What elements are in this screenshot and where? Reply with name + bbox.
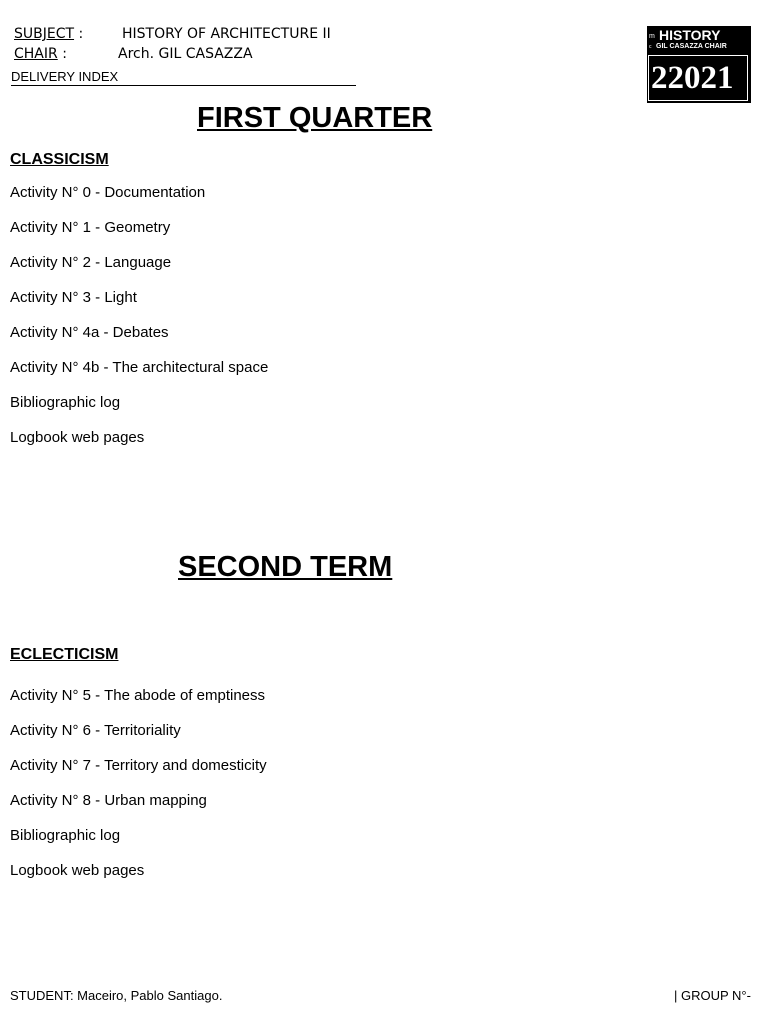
- second-term-title: SECOND TERM: [178, 551, 393, 583]
- list-item: Logbook web pages: [10, 429, 145, 446]
- list-item: Activity N° 1 - Geometry: [10, 219, 171, 236]
- logo-year-box: [648, 55, 748, 101]
- list-item: Activity N° 3 - Light: [10, 289, 137, 306]
- list-item: Activity N° 4b - The architectural space: [10, 359, 269, 376]
- logo-year: 22021: [651, 60, 734, 96]
- subject-value: HISTORY OF ARCHITECTURE II: [122, 26, 331, 42]
- subject-separator: :: [74, 26, 84, 42]
- list-item: Activity N° 7 - Territory and domesticity: [10, 757, 267, 774]
- list-item: Activity N° 4a - Debates: [10, 324, 169, 341]
- logo-small-c: c: [649, 44, 652, 50]
- chair-label: [14, 46, 67, 62]
- student-name: STUDENT: Maceiro, Pablo Santiago.: [10, 988, 223, 1003]
- delivery-index: DELIVERY INDEX: [11, 69, 356, 86]
- list-item: Bibliographic log: [10, 394, 121, 411]
- list-item: Activity N° 0 - Documentation: [10, 184, 206, 201]
- eclecticism-heading: ECLECTICISM: [10, 646, 119, 663]
- logo-small-m: m: [649, 33, 655, 40]
- chair-label-text: CHAIR: [14, 46, 58, 62]
- classicism-heading: CLASSICISM: [10, 151, 109, 168]
- list-item: Activity N° 5 - The abode of emptiness: [10, 687, 266, 704]
- chair-value: Arch. GIL CASAZZA: [118, 46, 253, 62]
- history-logo: [647, 26, 751, 103]
- subject-label: [14, 26, 83, 42]
- list-item: Activity N° 8 - Urban mapping: [10, 792, 207, 809]
- logo-history: HISTORY: [659, 27, 721, 43]
- list-item: Activity N° 6 - Territoriality: [10, 722, 181, 739]
- chair-separator: :: [57, 46, 67, 62]
- subject-label-text: SUBJECT: [14, 26, 75, 42]
- logo-chair: GIL CASAZZA CHAIR: [656, 43, 727, 50]
- list-item: Bibliographic log: [10, 827, 121, 844]
- group-number: | GROUP N°-: [674, 988, 751, 1003]
- first-quarter-title: FIRST QUARTER: [197, 102, 433, 134]
- list-item: Activity N° 2 - Language: [10, 254, 172, 271]
- list-item: Logbook web pages: [10, 862, 145, 879]
